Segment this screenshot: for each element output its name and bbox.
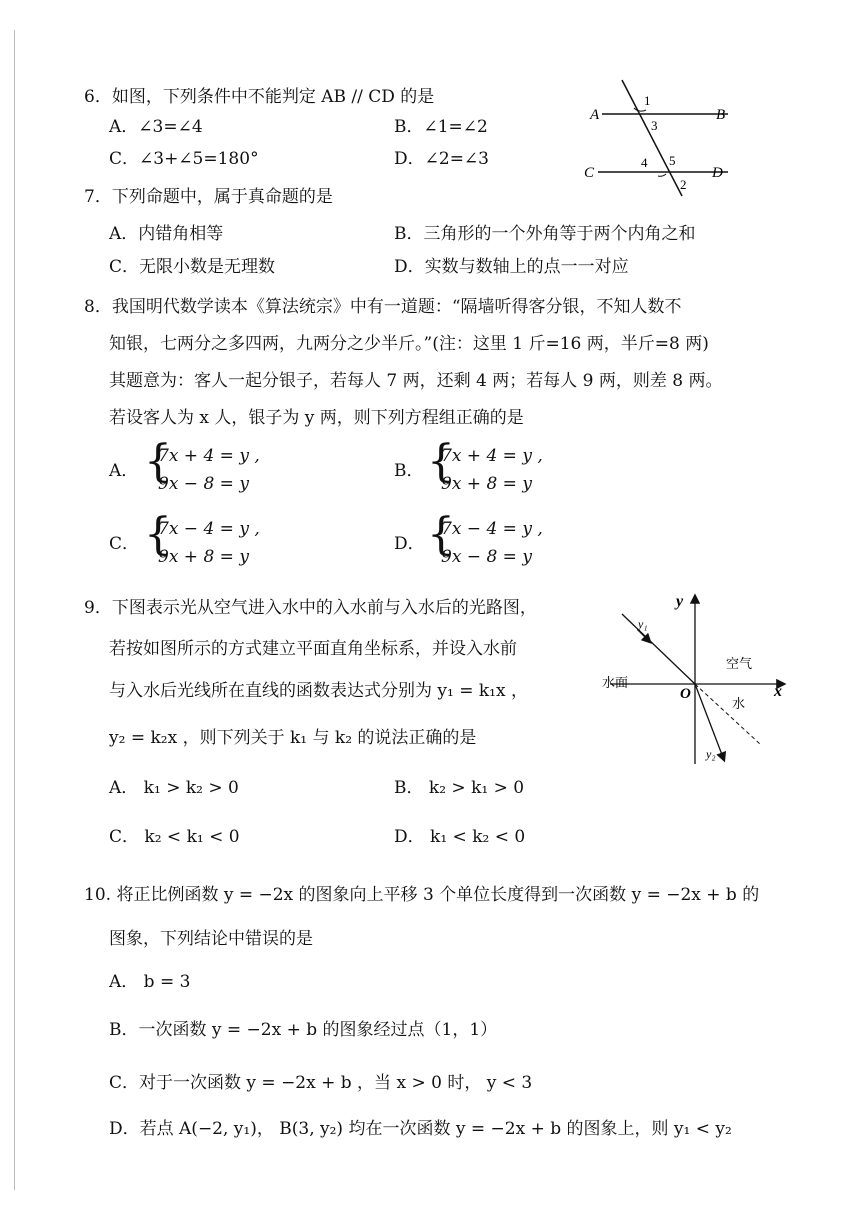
q8-c-eq-2: 9x + 8 = y: [158, 547, 249, 567]
brace-icon: {: [427, 436, 455, 487]
q9-fig-y-axis-label: y: [676, 593, 684, 610]
q9-option-b: B． k₂ > k₁ > 0: [394, 778, 525, 798]
q6-fig-label-c: C: [584, 165, 595, 181]
q6-option-b: B．∠1=∠2: [394, 117, 488, 137]
q6-fig-angle-2: 2: [680, 177, 687, 192]
q7-stem: 7．下列命题中，属于真命题的是: [84, 187, 333, 207]
q9-fig-air-label: 空气: [726, 656, 753, 671]
q8-option-c-label: C．: [109, 534, 140, 554]
q6-fig-label-d: D: [712, 165, 723, 181]
q9-fig-water-label: 水: [732, 696, 746, 711]
q6-stem: 6．如图，下列条件中不能判定 AB // CD 的是: [84, 87, 435, 107]
brace-icon: {: [427, 509, 455, 560]
q9-line-2: 若按如图所示的方式建立平面直角坐标系，并设入水前: [109, 639, 517, 659]
q7-option-d: D．实数与数轴上的点一一对应: [394, 257, 629, 277]
brace-icon: {: [144, 509, 172, 560]
q6-option-d: D．∠2=∠3: [394, 149, 489, 169]
q9-fig-y1-label: y₁: [638, 617, 648, 631]
q8-c-eq-1: 7x − 4 = y ,: [158, 519, 260, 539]
q8-option-b-label: B．: [394, 461, 424, 481]
q9-fig-origin-label: O: [680, 686, 691, 702]
q9-line-4: y₂ = k₂x ，则下列关于 k₁ 与 k₂ 的说法正确的是: [109, 728, 477, 748]
q6-fig-label-a: A: [590, 107, 600, 123]
q9-line-1: 9．下图表示光从空气进入水中的入水前与入水后的光路图，: [84, 598, 537, 618]
q6-fig-angle-4: 4: [641, 155, 648, 170]
q9-option-a: A． k₁ > k₂ > 0: [109, 778, 239, 798]
q9-fig-y2-label: y₂: [706, 747, 716, 761]
q9-fig-x-axis-label: x: [774, 683, 782, 700]
q6-parallel-lines-figure: [580, 78, 740, 198]
q10-option-d: D．若点 A(−2, y₁)， B(3, y₂) 均在一次函数 y = −2x + b 的图象上，则 y₁ < y₂: [109, 1119, 732, 1139]
q8-a-eq-2: 9x − 8 = y: [158, 474, 249, 494]
q8-d-eq-1: 7x − 4 = y ,: [441, 519, 543, 539]
q8-line-1: 8．我国明代数学读本《算法统宗》中有一道题：“隔墙听得客分银，不知人数不: [84, 297, 682, 317]
q9-option-d: D． k₁ < k₂ < 0: [394, 827, 526, 847]
q6-fig-angle-1: 1: [644, 93, 651, 108]
q6-fig-label-b: B: [716, 107, 726, 123]
q10-option-c: C．对于一次函数 y = −2x + b ，当 x > 0 时， y < 3: [109, 1073, 533, 1093]
q8-line-2: 知银，七两分之多四两，九两分之少半斤。”(注：这里 1 斤=16 两，半斤=8 两): [109, 334, 709, 354]
q9-fig-water-surface-label: 水面: [602, 675, 629, 690]
q10-option-b: B．一次函数 y = −2x + b 的图象经过点（1，1）: [109, 1020, 498, 1040]
q6-fig-angle-5: 5: [669, 153, 676, 168]
q9-line-3: 与入水后光线所在直线的函数表达式分别为 y₁ = k₁x ，: [109, 681, 528, 701]
q10-option-a: A． b = 3: [109, 972, 191, 992]
q8-b-eq-1: 7x + 4 = y ,: [441, 446, 543, 466]
q9-light-refraction-figure: [598, 588, 794, 768]
q7-option-a: A．内错角相等: [109, 224, 224, 244]
q8-line-4: 若设客人为 x 人，银子为 y 两，则下列方程组正确的是: [109, 408, 524, 428]
q7-option-b: B．三角形的一个外角等于两个内角之和: [394, 224, 696, 244]
q6-fig-angle-3: 3: [651, 118, 658, 133]
q7-option-c: C．无限小数是无理数: [109, 257, 276, 277]
q10-line-1: 10. 将正比例函数 y = −2x 的图象向上平移 3 个单位长度得到一次函数 y = −2x + b 的: [84, 885, 760, 905]
q6-option-a: A．∠3=∠4: [109, 117, 203, 137]
q8-option-d-label: D．: [394, 534, 425, 554]
q9-option-c: C． k₂ < k₁ < 0: [109, 827, 240, 847]
q8-line-3: 其题意为：客人一起分银子，若每人 7 两，还剩 4 两；若每人 9 两，则差 8 两。: [109, 371, 723, 391]
q8-d-eq-2: 9x − 8 = y: [441, 547, 532, 567]
q10-line-2: 图象，下列结论中错误的是: [109, 929, 313, 949]
page-margin-rule: [14, 30, 15, 1190]
q8-a-eq-1: 7x + 4 = y ,: [158, 446, 260, 466]
brace-icon: {: [144, 436, 172, 487]
q8-option-a-label: A．: [109, 461, 139, 481]
q6-option-c: C．∠3+∠5=180°: [109, 149, 259, 169]
q8-b-eq-2: 9x + 8 = y: [441, 474, 532, 494]
